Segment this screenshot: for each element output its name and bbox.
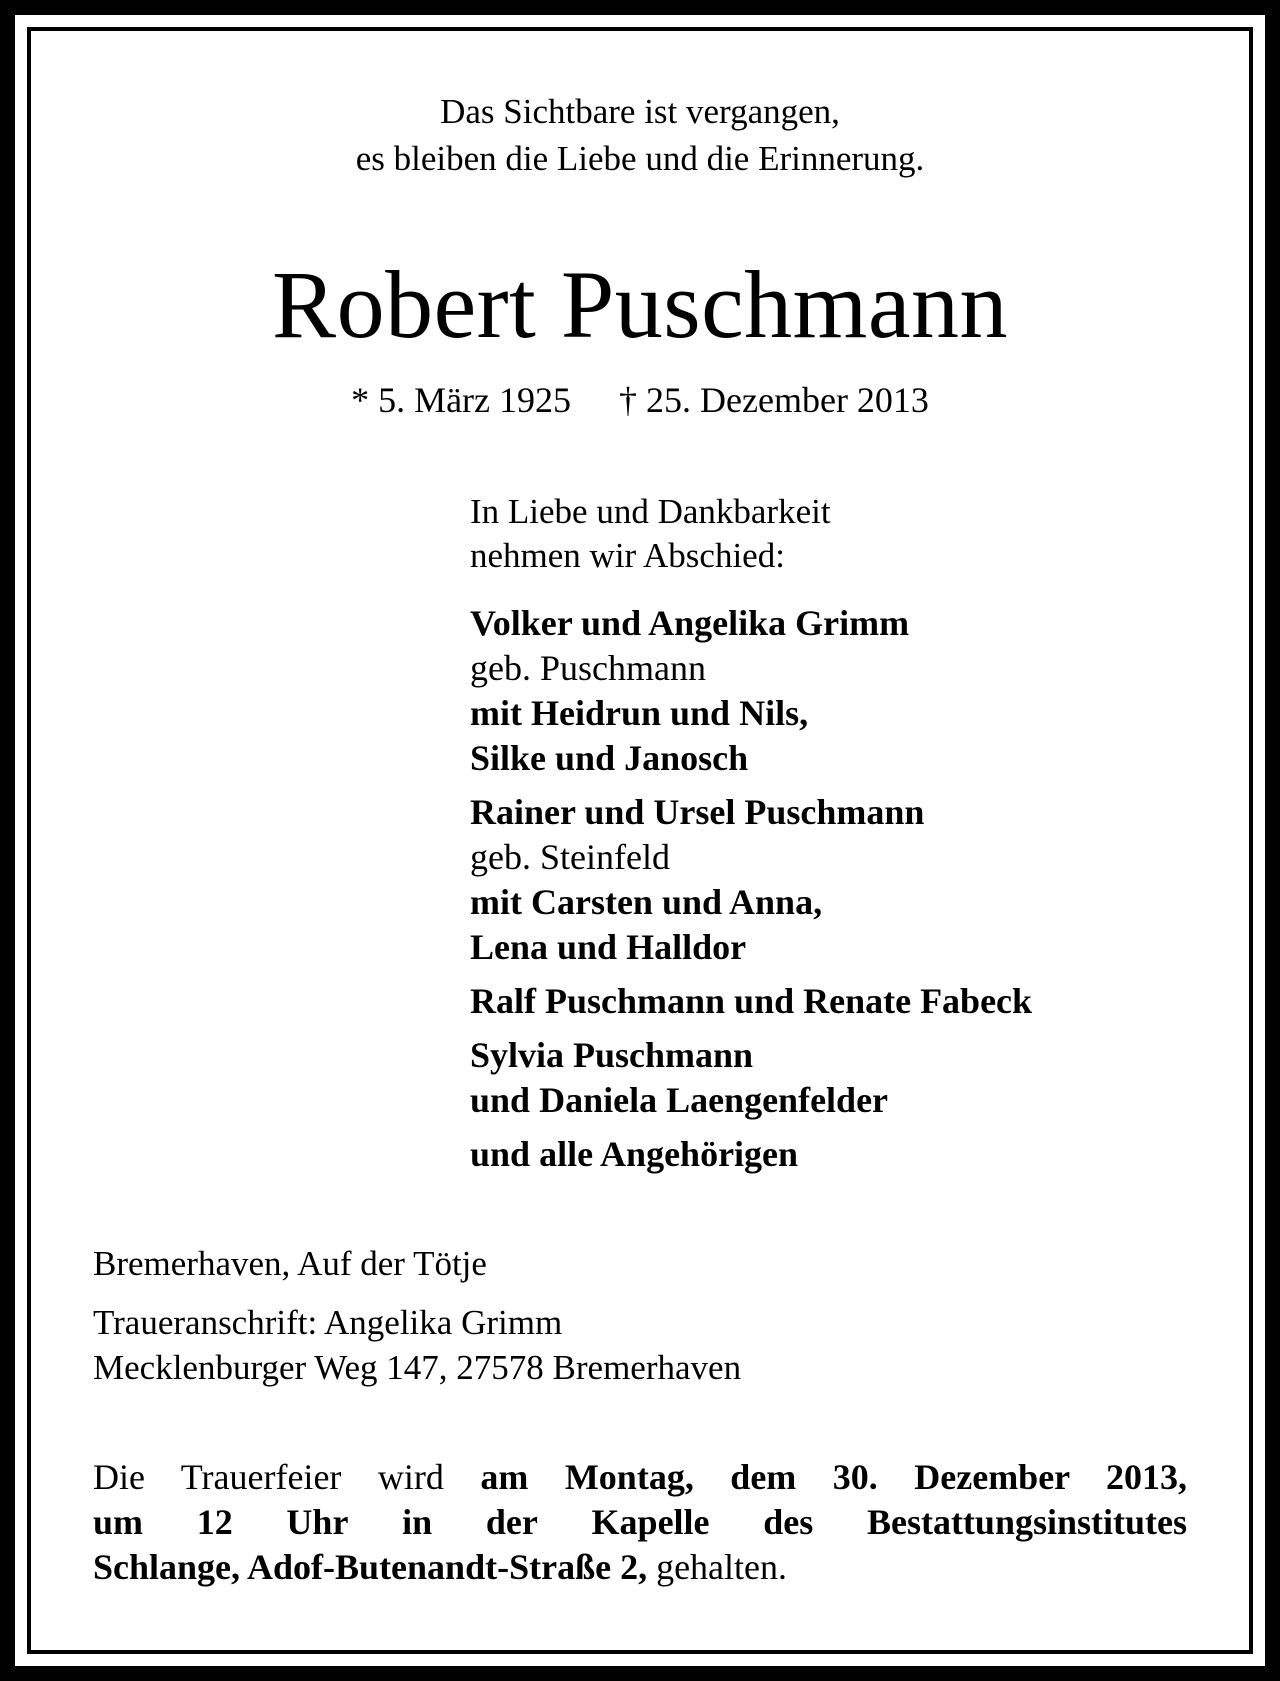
family-member: und Daniela Laengenfelder — [470, 1080, 889, 1120]
service-word: 12 — [196, 1502, 233, 1542]
family-member: Sylvia Puschmann — [470, 1035, 754, 1075]
family-member: Lena und Halldor — [470, 927, 747, 967]
family-member: Ralf Puschmann und Renate Fabeck — [470, 981, 1033, 1021]
service-word: Uhr — [286, 1502, 349, 1542]
birth-date: * 5. März 1925 — [351, 380, 572, 420]
intro-line-2: nehmen wir Abschied: — [470, 536, 785, 575]
family-maiden-name: geb. Puschmann — [470, 648, 706, 688]
service-suffix: gehalten. — [647, 1547, 788, 1587]
family-member: Volker und Angelika Grimm — [470, 603, 910, 643]
family-group-5 — [470, 1132, 1032, 1177]
family-member: Rainer und Ursel Puschmann — [470, 792, 925, 832]
family-member: mit Heidrun und Nils, — [470, 693, 809, 733]
family-group-2 — [470, 790, 1032, 970]
service-line-1 — [93, 1455, 1187, 1500]
service-word: der — [485, 1502, 538, 1542]
death-date: † 25. Dezember 2013 — [619, 380, 929, 420]
family-member: und alle Angehörigen — [470, 1134, 799, 1174]
service-word: in — [402, 1502, 433, 1542]
funeral-service-notice — [93, 1455, 1187, 1590]
family-maiden-name: geb. Steinfeld — [470, 837, 670, 877]
motto — [0, 88, 1280, 182]
deceased-name: Robert Puschmann — [272, 251, 1008, 358]
service-line-2 — [93, 1500, 1187, 1545]
family-member: Silke und Janosch — [470, 738, 749, 778]
service-line-3 — [93, 1545, 1187, 1590]
place: Bremerhaven, Auf der Tötje — [93, 1244, 487, 1283]
service-word: um — [93, 1502, 144, 1542]
service-word: Bestattungsinstitutes — [866, 1502, 1187, 1542]
service-date: am Montag, dem 30. Dezember 2013, — [480, 1457, 1187, 1497]
service-location: Schlange, Adof-Butenandt-Straße 2, — [93, 1547, 648, 1587]
farewell-intro — [470, 490, 831, 578]
address-line-1: Traueranschrift: Angelika Grimm — [93, 1303, 563, 1342]
mourning-address — [93, 1300, 741, 1390]
motto-line-1: Das Sichtbare ist vergangen, — [440, 92, 840, 131]
family-member: mit Carsten und Anna, — [470, 882, 823, 922]
intro-line-1: In Liebe und Dankbarkeit — [470, 492, 831, 531]
motto-line-2: es bleiben die Liebe und die Erinnerung. — [355, 139, 925, 178]
service-prefix: Die Trauerfeier wird — [93, 1457, 481, 1497]
family-group-4 — [470, 1033, 1032, 1123]
family-group-3 — [470, 979, 1032, 1024]
family-list — [470, 601, 1032, 1186]
address-line-2: Mecklenburger Weg 147, 27578 Bremerhaven — [93, 1348, 742, 1387]
service-word: Kapelle — [591, 1502, 710, 1542]
family-group-1 — [470, 601, 1032, 781]
life-dates — [0, 378, 1280, 422]
service-word: des — [763, 1502, 814, 1542]
